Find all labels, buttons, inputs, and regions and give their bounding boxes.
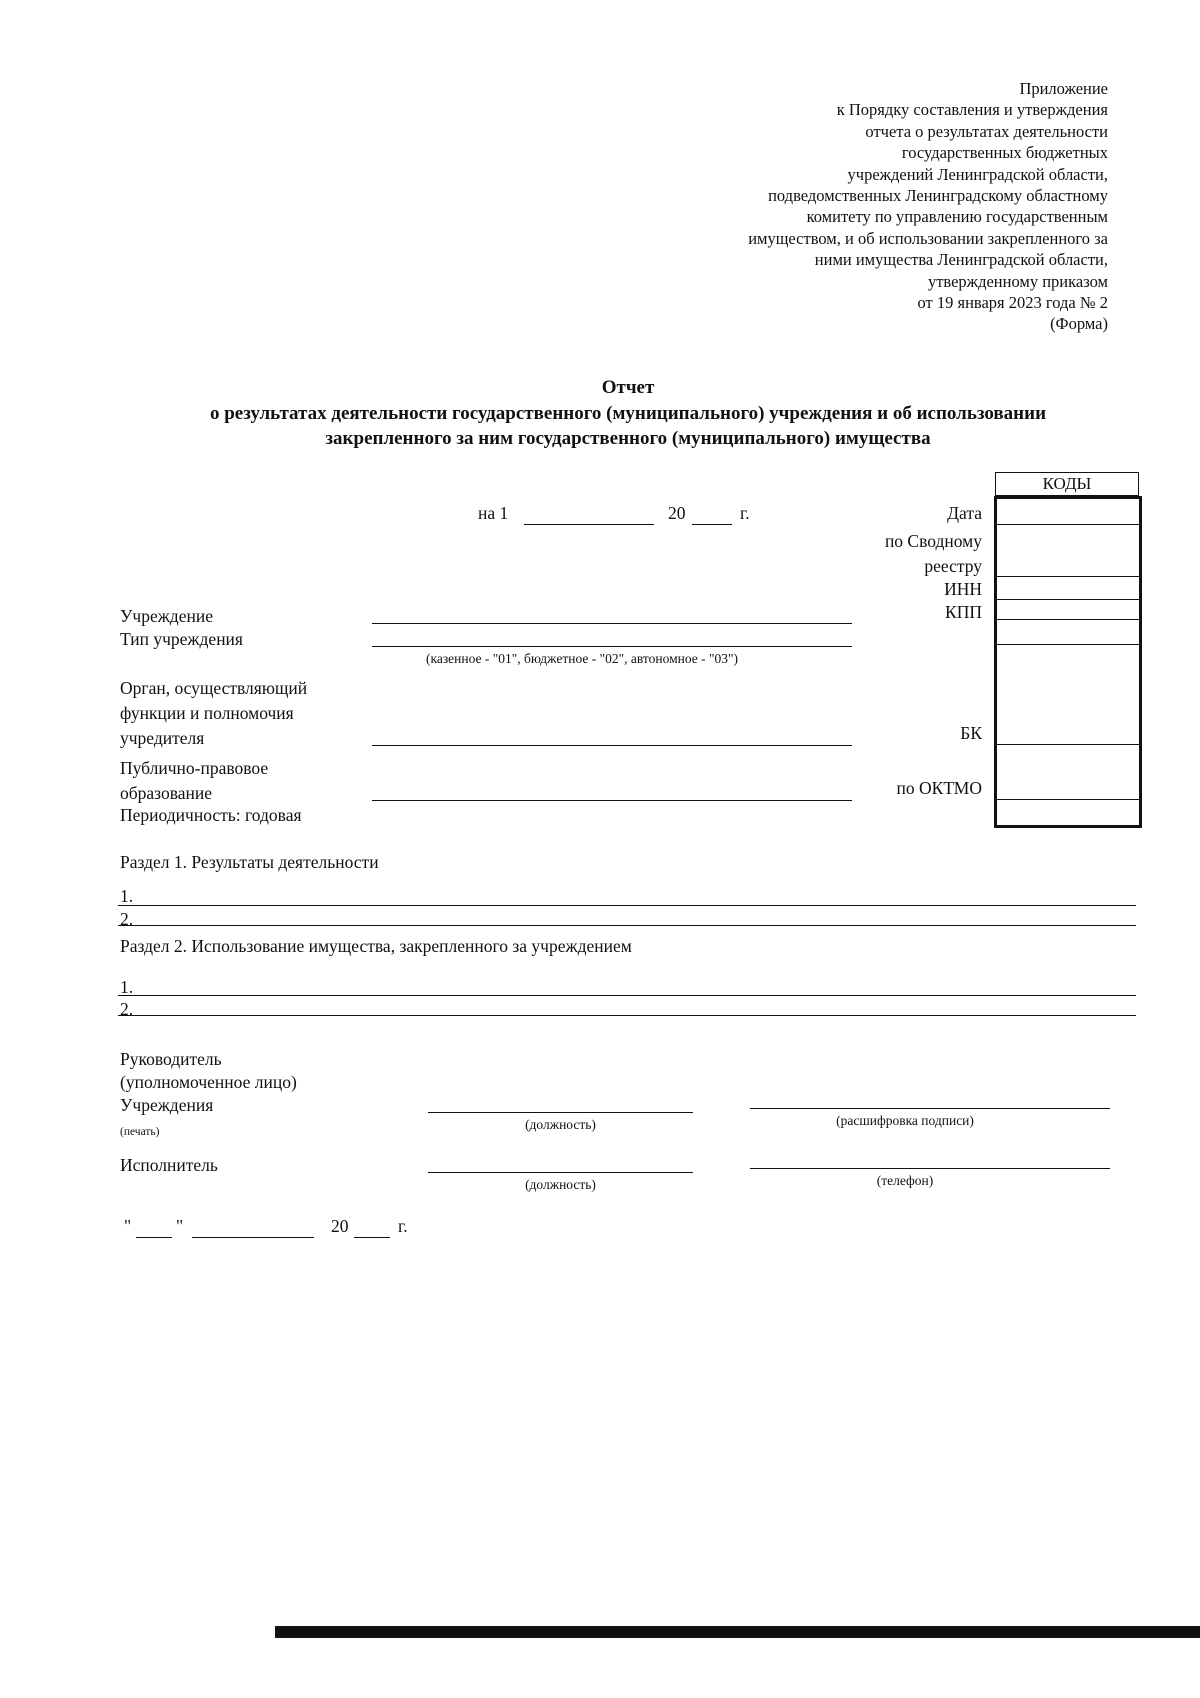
head-label-3: Учреждения	[120, 1095, 214, 1115]
section-2-title: Раздел 2. Использование имущества, закрепленного за учреждением	[120, 936, 632, 956]
appendix-line: комитету по управлению государственным	[806, 207, 1108, 227]
appendix-line: Приложение	[1019, 79, 1108, 98]
report-subtitle-1: о результатах деятельности государственного (муниципального) учреждения и об использовании	[209, 403, 1047, 424]
codes-label-svod-2: реестру	[924, 556, 982, 576]
section-1-item: 1.	[120, 886, 134, 906]
section-2-item-line[interactable]	[118, 1015, 1136, 1016]
codes-table	[994, 496, 1142, 828]
codes-label-kpp: КПП	[945, 602, 982, 622]
head-signature-decode-field[interactable]	[750, 1108, 1110, 1109]
codes-row-divider	[997, 799, 1139, 800]
section-2-item-line[interactable]	[118, 995, 1136, 996]
footer-date-quote-close: "	[176, 1216, 184, 1236]
date-prefix: на 1	[478, 503, 509, 523]
date-year-prefix: 20	[668, 503, 686, 523]
codes-row-divider	[997, 524, 1139, 525]
footer-date-suffix: г.	[398, 1216, 408, 1236]
appendix-line: учреждений Ленинградской области,	[847, 164, 1108, 184]
footer-date-year-prefix: 20	[331, 1216, 349, 1236]
codes-label-oktmo: по ОКТМО	[896, 778, 982, 798]
codes-row-divider	[997, 576, 1139, 577]
head-position-caption: (должность)	[525, 1117, 596, 1132]
appendix-line: утвержденному приказом	[927, 271, 1108, 291]
footer-date-month-field[interactable]	[192, 1237, 314, 1238]
report-subtitle-2: закрепленного за ним государственного (муниципального) имущества	[325, 428, 931, 449]
scan-edge-bar	[275, 1626, 1200, 1638]
executor-phone-caption: (телефон)	[876, 1173, 934, 1188]
date-suffix: г.	[740, 503, 750, 523]
institution-type-field[interactable]	[372, 646, 852, 647]
executor-position-caption: (должность)	[525, 1177, 596, 1192]
section-1-item: 2.	[120, 909, 134, 929]
date-day-month-field[interactable]	[524, 524, 654, 525]
section-1-item-line[interactable]	[118, 925, 1136, 926]
executor-position-field[interactable]	[428, 1172, 693, 1173]
codes-label-inn: ИНН	[944, 579, 982, 599]
codes-row-divider	[997, 644, 1139, 645]
codes-label-svod-1: по Сводному	[884, 531, 982, 551]
head-signature-decode-caption: (расшифровка подписи)	[836, 1113, 974, 1128]
codes-label-bk: БК	[960, 723, 982, 743]
appendix-line: (Форма)	[1050, 314, 1108, 334]
section-2-item: 1.	[120, 977, 134, 997]
head-label-2: (уполномоченное лицо)	[120, 1072, 297, 1092]
appendix-line: имуществом, и об использовании закрепленного за	[748, 228, 1108, 248]
institution-type-label: Тип учреждения	[120, 629, 243, 649]
appendix-line: отчета о результатах деятельности	[865, 121, 1108, 141]
footer-date-day-field[interactable]	[136, 1237, 172, 1238]
date-year-field[interactable]	[692, 524, 732, 525]
codes-header: КОДЫ	[995, 472, 1139, 496]
appendix-line: от 19 января 2023 года № 2	[917, 293, 1108, 313]
section-1-title: Раздел 1. Результаты деятельности	[120, 852, 379, 872]
executor-phone-field[interactable]	[750, 1168, 1110, 1169]
institution-type-hint: (казенное - "01", бюджетное - "02", автономное - "03")	[426, 651, 739, 666]
report-title: Отчет	[601, 377, 655, 398]
institution-field[interactable]	[372, 623, 852, 624]
executor-label: Исполнитель	[120, 1155, 218, 1175]
public-entity-label-2: образование	[120, 783, 213, 803]
stamp-label: (печать)	[120, 1126, 160, 1138]
organ-label-2: функции и полномочия	[120, 703, 294, 723]
codes-label-date: Дата	[947, 503, 982, 523]
public-entity-label-1: Публично-правовое	[120, 758, 269, 778]
appendix-line: подведомственных Ленинградскому областному	[768, 186, 1108, 206]
codes-row-divider	[997, 599, 1139, 600]
organ-label-1: Орган, осуществляющий	[120, 678, 308, 698]
organ-field[interactable]	[372, 745, 852, 746]
appendix-line: государственных бюджетных	[901, 143, 1108, 163]
periodicity-label: Периодичность: годовая	[120, 805, 302, 825]
section-1-item-line[interactable]	[118, 905, 1136, 906]
footer-date-quote-open: "	[124, 1216, 132, 1236]
head-position-field[interactable]	[428, 1112, 693, 1113]
organ-label-3: учредителя	[120, 728, 205, 748]
appendix-line: к Порядку составления и утверждения	[836, 100, 1108, 120]
section-2-item: 2.	[120, 999, 134, 1019]
institution-label: Учреждение	[120, 606, 213, 626]
head-label-1: Руководитель	[120, 1049, 222, 1069]
codes-row-divider	[997, 744, 1139, 745]
appendix-block	[548, 78, 1108, 335]
public-entity-field[interactable]	[372, 800, 852, 801]
footer-date-year-field[interactable]	[354, 1237, 390, 1238]
codes-row-divider	[997, 619, 1139, 620]
appendix-line: ними имущества Ленинградской области,	[814, 250, 1108, 270]
